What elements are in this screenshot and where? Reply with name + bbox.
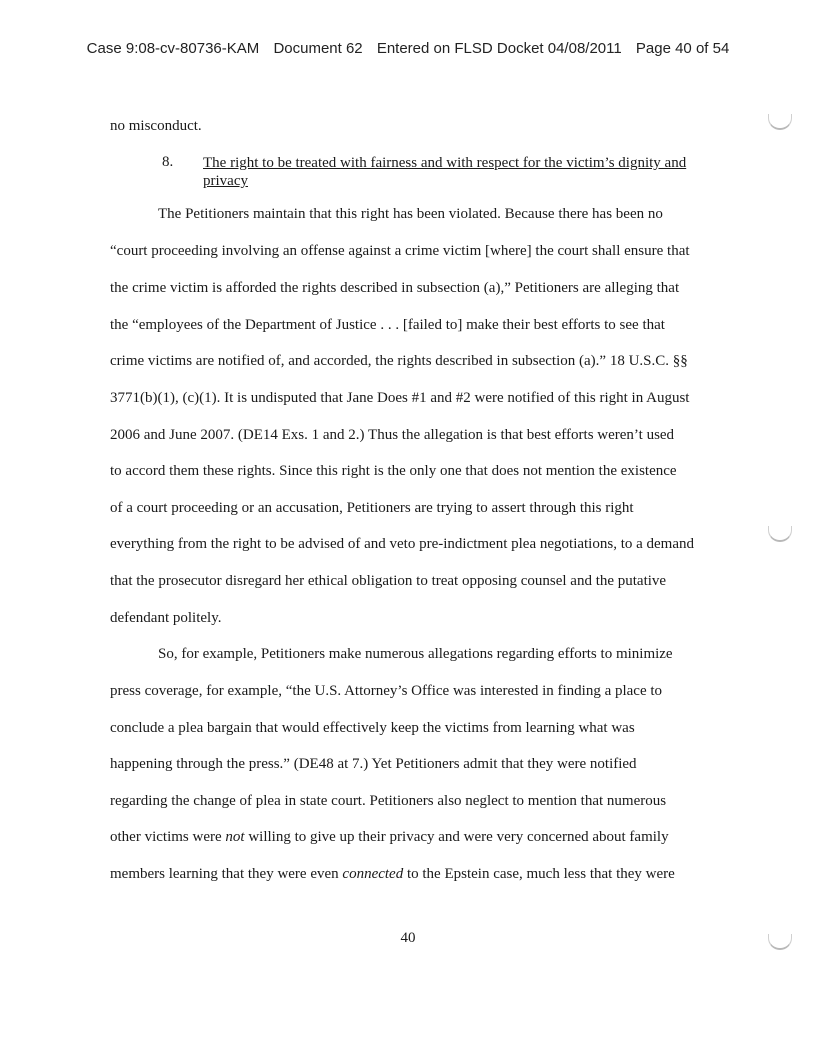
- docket-header: [0, 40, 816, 57]
- paragraph-line: [110, 866, 675, 883]
- text-run: willing to give up their privacy and were very concerned about family: [244, 829, 669, 845]
- emphasis-not: not: [225, 829, 245, 845]
- first-line: no misconduct.: [110, 118, 202, 134]
- section-number: 8.: [162, 154, 174, 170]
- paragraph-line: of a court proceeding or an accusation, Petitioners are trying to assert through this right: [110, 500, 634, 516]
- text-run: other victims were: [110, 829, 226, 845]
- paragraph-line: [110, 829, 669, 846]
- paragraph-line: crime victims are notified of, and accorded, the rights described in subsection (a).” 18 U.S.C. §§: [110, 353, 688, 369]
- emphasis-connected: connected: [342, 866, 404, 882]
- paragraph-line: 3771(b)(1), (c)(1). It is undisputed that Jane Does #1 and #2 were notified of this right in August: [110, 390, 690, 406]
- paragraph-line: everything from the right to be advised of and veto pre-indictment plea negotiations, to a demand: [110, 536, 694, 552]
- document-number: Document 62: [273, 40, 363, 57]
- case-number: Case 9:08-cv-80736-KAM: [86, 40, 260, 57]
- paragraph-line: happening through the press.” (DE48 at 7.) Yet Petitioners admit that they were notified: [110, 756, 637, 772]
- paragraph-line: “court proceeding involving an offense against a crime victim [where] the court shall ensure that: [110, 243, 690, 259]
- paragraph-line: the crime victim is afforded the rights described in subsection (a),” Petitioners are alleging that: [110, 280, 680, 296]
- text-run: to the Epstein case, much less that they were: [403, 866, 675, 882]
- paragraph-line: regarding the change of plea in state court. Petitioners also neglect to mention that numerous: [110, 793, 667, 809]
- punch-hole-mark: [768, 526, 792, 542]
- paragraph-line: 2006 and June 2007. (DE14 Exs. 1 and 2.) Thus the allegation is that best efforts weren’t used: [110, 427, 675, 443]
- paragraph-line: to accord them these rights. Since this right is the only one that does not mention the existence: [110, 463, 677, 479]
- paragraph-line: defendant politely.: [110, 610, 222, 626]
- paragraph-line: The Petitioners maintain that this right has been violated. Because there has been no: [158, 206, 663, 222]
- page-indicator: Page 40 of 54: [635, 40, 730, 57]
- paragraph-line: that the prosecutor disregard her ethical obligation to treat opposing counsel and the putative: [110, 573, 667, 589]
- paragraph-line: the “employees of the Department of Justice . . . [failed to] make their best efforts to see that: [110, 317, 665, 333]
- text-run: members learning that they were even: [110, 866, 343, 882]
- punch-hole-mark: [768, 114, 792, 130]
- section-heading: The right to be treated with fairness and with respect for the victim’s dignity and privacy: [203, 155, 687, 189]
- paragraph-line: conclude a plea bargain that would effectively keep the victims from learning what was: [110, 720, 635, 736]
- paragraph-line: So, for example, Petitioners make numerous allegations regarding efforts to minimize: [158, 646, 673, 662]
- paragraph-line: press coverage, for example, “the U.S. Attorney’s Office was interested in finding a place to: [110, 683, 663, 699]
- docket-entry: Entered on FLSD Docket 04/08/2011: [376, 40, 622, 57]
- page-number: 40: [400, 930, 416, 946]
